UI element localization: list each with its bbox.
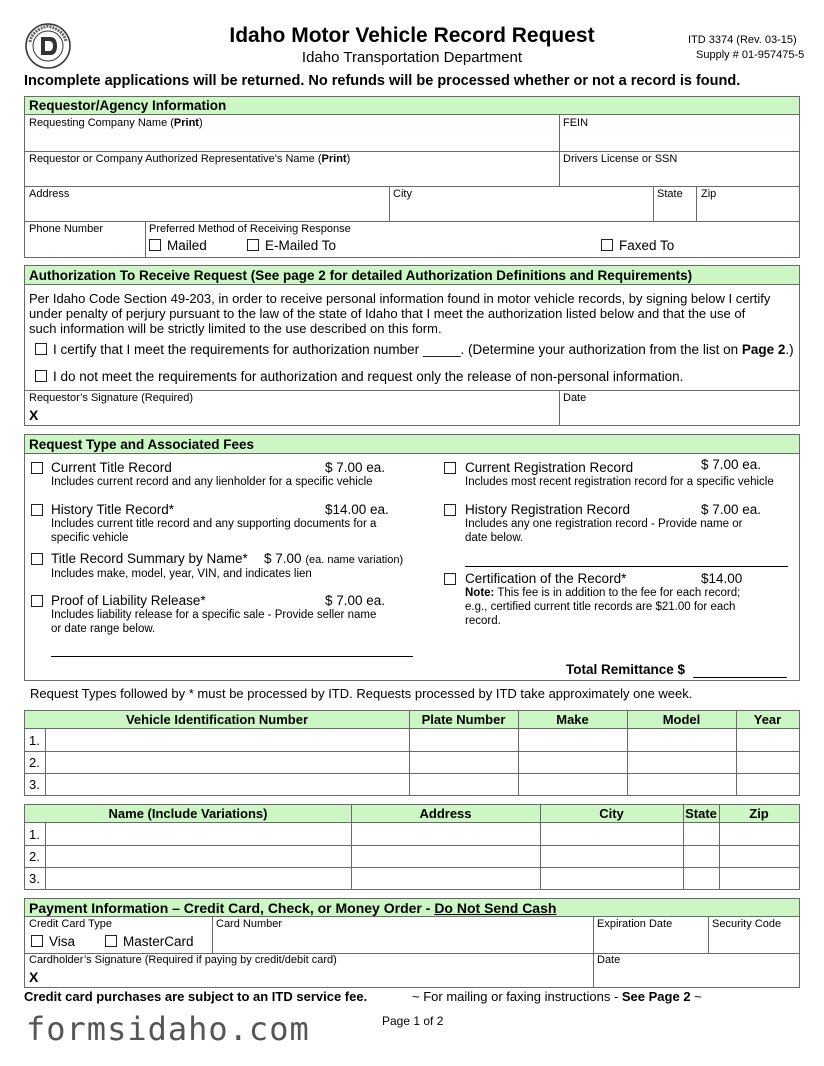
preferred-method-label: Preferred Method of Receiving Response	[149, 223, 351, 235]
address-header: Address	[419, 806, 472, 821]
company-name-label: Requesting Company Name (Print)	[29, 117, 203, 129]
auth-date-label: Date	[563, 392, 587, 404]
payment-date-label: Date	[597, 954, 621, 966]
title-summary-label: Title Record Summary by Name*	[51, 551, 248, 566]
auth-date-field[interactable]	[561, 404, 797, 424]
emailed-checkbox[interactable]	[247, 239, 259, 251]
certify-checkbox[interactable]	[35, 343, 47, 355]
itd-processing-note: Request Types followed by * must be processed by ITD. Requests processed by ITD take approximately one week.	[30, 686, 693, 701]
not-meet-option[interactable]: I do not meet the requirements for authorization and request only the release of non-personal information.	[35, 369, 683, 385]
mastercard-checkbox[interactable]	[105, 935, 117, 947]
warning-text: Incomplete applications will be returned. No refunds will be processed whether or not a record is found.	[24, 73, 741, 89]
history-registration-desc: Includes any one registration record - Provide name or date below.	[465, 518, 743, 544]
request-section	[24, 434, 800, 681]
history-title-desc: Includes current title record and any supporting documents for a specific vehicle	[51, 518, 377, 544]
current-title-label: Current Title Record	[51, 460, 172, 475]
payment-heading: Payment Information – Credit Card, Check, or Money Order - Do Not Send Cash	[25, 899, 799, 917]
city-field[interactable]	[391, 200, 651, 219]
vehicle-row[interactable]	[46, 730, 799, 751]
security-code-label: Security Code	[712, 918, 782, 930]
not-meet-checkbox[interactable]	[35, 370, 47, 382]
history-title-label: History Title Record*	[51, 502, 175, 517]
faxed-option[interactable]: Faxed To	[601, 238, 674, 254]
emailed-option[interactable]: E-Mailed To	[247, 238, 336, 254]
name-row[interactable]	[46, 824, 799, 845]
authorization-paragraph: Per Idaho Code Section 49-203, in order to receive personal information found in motor vehicle records, by signing below I certify under penalty of perjury pursuant to the law of the state of Idaho that I meet the authorization listed below and that the use of such information will be strictly limited to the use described on this form.	[29, 291, 771, 336]
cardholder-signature-field[interactable]: X	[29, 969, 39, 985]
card-type-label: Credit Card Type	[29, 918, 112, 930]
city-header: City	[599, 806, 624, 821]
name-row[interactable]	[46, 868, 799, 889]
supply-number: Supply # 01-957475-5	[696, 49, 805, 61]
plate-header: Plate Number	[421, 712, 506, 727]
form-subtitle: Idaho Transportation Department	[301, 49, 523, 66]
requestor-signature-field[interactable]: X	[29, 407, 39, 423]
liability-release-label: Proof of Liability Release*	[51, 593, 206, 608]
certify-option[interactable]: I certify that I meet the requirements for authorization number _____. (Determine your authorization from the list on Page 2.)	[35, 342, 794, 358]
fein-field[interactable]	[561, 129, 797, 149]
current-title-desc: Includes current record and any lienholder for a specific vehicle	[51, 476, 373, 488]
seller-name-line[interactable]	[51, 656, 413, 657]
total-remittance-label: Total Remittance $	[566, 662, 686, 677]
city-label: City	[393, 188, 412, 200]
zip-header: Zip	[749, 806, 769, 821]
liability-release-fee: $ 7.00 ea.	[325, 593, 386, 608]
service-fee-note: Credit card purchases are subject to an ITD service fee.	[24, 989, 368, 1004]
vehicle-row[interactable]	[46, 752, 799, 773]
current-title-checkbox[interactable]	[31, 462, 43, 474]
zip-label: Zip	[701, 188, 717, 200]
name-row-number: 2.	[29, 849, 40, 864]
state-label: State	[657, 188, 683, 200]
liability-release-desc: Includes liability release for a specific sale - Provide seller name or date range below.	[51, 609, 377, 635]
company-name-field[interactable]	[27, 129, 557, 149]
current-registration-checkbox[interactable]	[444, 462, 456, 474]
card-number-label: Card Number	[216, 918, 283, 930]
rep-name-label: Requestor or Company Authorized Representative's Name (Print)	[29, 153, 351, 165]
name-header: Name (Include Variations)	[108, 806, 268, 821]
address-field[interactable]	[27, 200, 387, 219]
page-number: Page 1 of 2	[382, 1014, 444, 1028]
vehicle-table	[24, 710, 800, 796]
vehicle-row-number: 1.	[29, 733, 40, 748]
title-summary-desc: Includes make, model, year, VIN, and indicates lien	[51, 568, 312, 580]
authorization-section	[24, 265, 800, 426]
vin-header: Vehicle Identification Number	[125, 712, 309, 727]
requestor-signature-label: Requestor’s Signature (Required)	[29, 392, 194, 404]
certification-checkbox[interactable]	[444, 573, 456, 585]
history-title-checkbox[interactable]	[31, 504, 43, 516]
phone-field[interactable]	[27, 237, 143, 257]
current-title-fee: $ 7.00 ea.	[325, 460, 386, 475]
make-header: Make	[556, 712, 589, 727]
watermark: formsidaho.com	[26, 1010, 310, 1048]
cardholder-signature-label: Cardholder’s Signature (Required if paying by credit/debit card)	[29, 954, 337, 966]
phone-label: Phone Number	[29, 223, 103, 235]
requestor-section	[24, 96, 800, 258]
expiration-label: Expiration Date	[597, 918, 673, 930]
name-row-number: 3.	[29, 871, 40, 886]
current-registration-fee: $ 7.00 ea.	[701, 457, 762, 472]
state-field[interactable]	[655, 200, 695, 219]
authorization-heading: Authorization To Receive Request (See page 2 for detailed Authorization Definitions and Requirements)	[25, 266, 799, 285]
mailed-checkbox[interactable]	[149, 239, 161, 251]
title-summary-checkbox[interactable]	[31, 553, 43, 565]
faxed-checkbox[interactable]	[601, 239, 613, 251]
certification-fee: $14.00	[701, 571, 743, 586]
payment-section	[24, 898, 800, 988]
security-code-field[interactable]	[710, 931, 797, 951]
liability-release-checkbox[interactable]	[31, 595, 43, 607]
form-number: ITD 3374 (Rev. 03-15)	[688, 34, 797, 46]
fein-label: FEIN	[563, 117, 589, 129]
registration-name-line[interactable]	[465, 566, 788, 567]
mailed-option[interactable]: Mailed	[149, 238, 207, 254]
mailing-instructions: ~ For mailing or faxing instructions - See Page 2 ~	[412, 989, 702, 1004]
visa-option[interactable]: Visa	[31, 934, 75, 950]
name-row[interactable]	[46, 846, 799, 867]
form-title: Idaho Motor Vehicle Record Request	[229, 24, 595, 47]
vehicle-row-number: 2.	[29, 755, 40, 770]
model-header: Model	[662, 712, 701, 727]
state-header: State	[685, 806, 717, 821]
visa-checkbox[interactable]	[31, 935, 43, 947]
requestor-heading: Requestor/Agency Information	[25, 97, 799, 115]
total-remittance-field[interactable]	[693, 677, 787, 678]
rep-name-field[interactable]	[27, 165, 557, 184]
mastercard-option[interactable]: MasterCard	[105, 934, 194, 950]
card-number-field[interactable]	[214, 931, 591, 951]
history-registration-label: History Registration Record	[465, 502, 631, 517]
expiration-field[interactable]	[595, 931, 706, 951]
certification-label: Certification of the Record*	[465, 571, 627, 586]
current-registration-desc: Includes most recent registration record for a specific vehicle	[465, 476, 774, 488]
name-table	[24, 804, 800, 890]
certification-note: Note: This fee is in addition to the fee for each record; e.g., certified current title records are $21.00 for each record.	[465, 587, 741, 627]
history-registration-fee: $ 7.00 ea.	[701, 502, 762, 517]
history-title-fee: $14.00 ea.	[325, 502, 389, 517]
dl-ssn-label: Drivers License or SSN	[563, 153, 678, 165]
address-label: Address	[29, 188, 70, 200]
current-registration-label: Current Registration Record	[465, 460, 634, 475]
history-registration-checkbox[interactable]	[444, 504, 456, 516]
year-header: Year	[753, 712, 782, 727]
vehicle-row[interactable]	[46, 774, 799, 795]
request-heading: Request Type and Associated Fees	[25, 435, 799, 454]
vehicle-row-number: 3.	[29, 777, 40, 792]
zip-field[interactable]	[698, 200, 797, 219]
payment-date-field[interactable]	[595, 967, 797, 986]
title-summary-fee: $ 7.00 (ea. name variation)	[264, 551, 404, 566]
name-row-number: 1.	[29, 827, 40, 842]
dl-ssn-field[interactable]	[561, 165, 797, 184]
